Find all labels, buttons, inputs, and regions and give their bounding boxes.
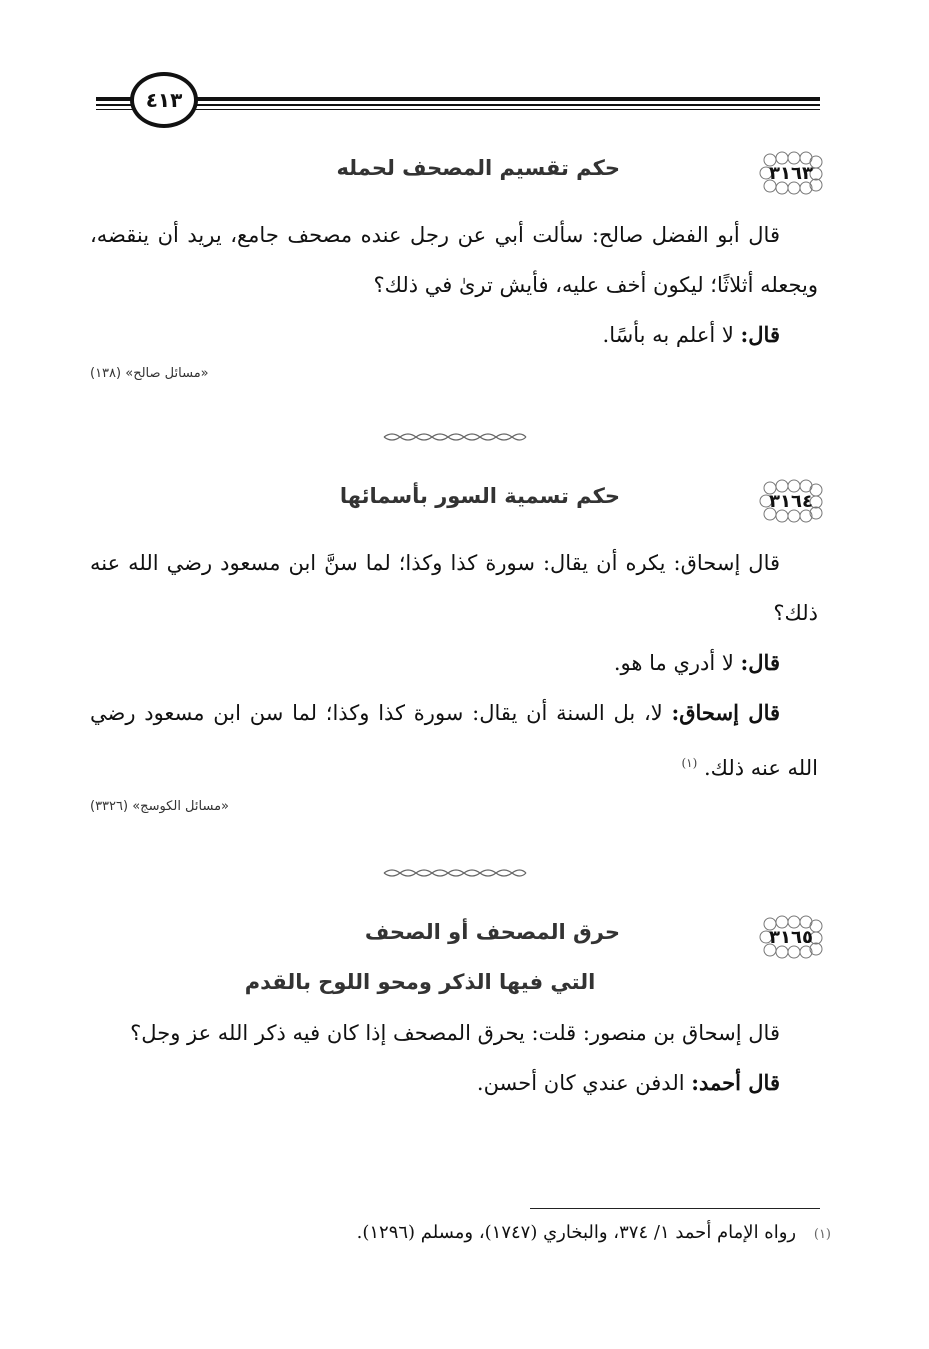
issue-number-badge — [758, 478, 824, 524]
paragraph-text: قال أبو الفضل صالح: سألت أبي عن رجل عنده مصحف جامع، يريد أن ينقضه، ويجعله أثلاثًا؛ ليكون أخف عليه، فأيش ترىٰ في ذلك؟ — [90, 223, 818, 297]
issue-3165 — [90, 914, 830, 1108]
paragraph-text: لا، بل السنة أن يقال: سورة كذا وكذا؛ لما سن ابن مسعود رضي الله عنه ذلك. — [90, 701, 818, 780]
paragraph — [90, 688, 830, 793]
issue-number-badge — [758, 150, 824, 196]
issue-number: ٣١٦٣ — [769, 162, 813, 184]
issue-3164 — [90, 478, 830, 814]
issue-number: ٣١٦٤ — [769, 490, 813, 512]
speaker-label: قال: — [740, 322, 780, 347]
page-number: ٤١٣ — [145, 88, 183, 112]
page-number-badge — [130, 72, 198, 128]
paragraph — [90, 638, 830, 688]
section-divider-ornament-icon — [380, 866, 530, 880]
issue-heading — [90, 478, 830, 538]
issue-title: حكم تسمية السور بأسمائها — [339, 484, 620, 508]
issue-title: حرق المصحف أو الصحف — [364, 920, 620, 944]
issue-heading — [90, 914, 830, 974]
footnote-number: (١) — [813, 1227, 831, 1242]
header-rule — [96, 97, 820, 101]
paragraph — [90, 310, 830, 360]
paragraph — [90, 1008, 830, 1058]
footnote-text: رواه الإمام أحمد ١/ ٣٧٤، والبخاري (١٧٤٧)، ومسلم (١٢٩٦). — [356, 1222, 797, 1243]
header-rule — [96, 104, 820, 106]
speaker-label: قال إسحاق: — [671, 700, 781, 725]
header-rule — [96, 109, 820, 110]
issue-number-badge — [758, 914, 824, 960]
paragraph-text: الدفن عندي كان أحسن. — [476, 1071, 685, 1095]
paragraph — [90, 538, 830, 638]
paragraph — [90, 1058, 830, 1108]
issue-heading — [90, 150, 830, 210]
paragraph-text: قال إسحاق بن منصور: قلت: يحرق المصحف إذا كان فيه ذكر الله عز وجل؟ — [130, 1021, 780, 1045]
issue-title: حكم تقسيم المصحف لحمله — [336, 156, 620, 180]
source-reference: «مسائل صالح» (١٣٨) — [90, 366, 209, 381]
speaker-label: قال: — [740, 650, 780, 675]
issue-3163 — [90, 150, 830, 381]
footnote-separator — [530, 1208, 820, 1209]
footnote — [357, 1222, 831, 1243]
source-reference: «مسائل الكوسج» (٣٣٢٦) — [90, 799, 229, 814]
footnote-marker: (١) — [681, 756, 698, 770]
issue-subtitle: التي فيها الذكر ومحو اللوح بالقدم — [244, 970, 596, 994]
paragraph — [90, 210, 830, 310]
issue-number: ٣١٦٥ — [769, 926, 813, 948]
paragraph-text: قال إسحاق: يكره أن يقال: سورة كذا وكذا؛ لما سنَّ ابن مسعود رضي الله عنه ذلك؟ — [90, 551, 818, 625]
paragraph-text: لا أدري ما هو. — [613, 651, 734, 675]
paragraph-text: لا أعلم به بأسًا. — [602, 323, 734, 347]
section-divider-ornament-icon — [380, 430, 530, 444]
speaker-label: قال أحمد: — [691, 1070, 780, 1095]
